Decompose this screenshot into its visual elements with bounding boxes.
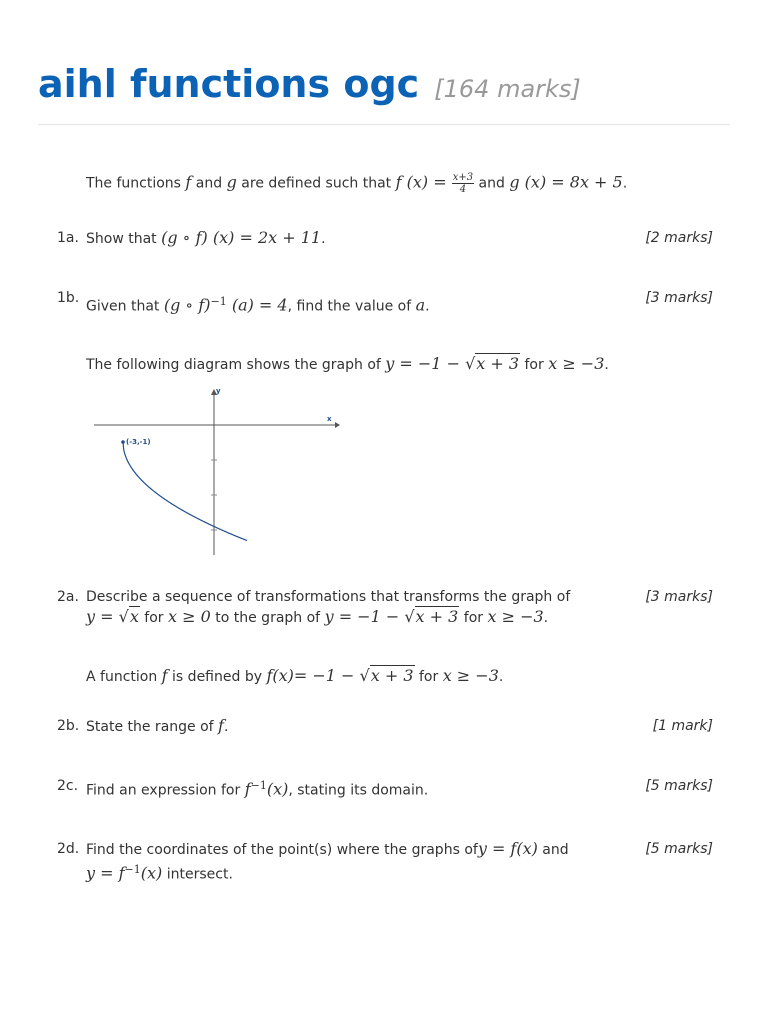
question-text: intersect.	[162, 866, 233, 883]
math-sqrt: √x + 3	[359, 666, 414, 685]
math-sqrt: √x + 3	[404, 607, 459, 626]
header-divider	[38, 124, 730, 125]
question-number-1b: 1b.	[57, 290, 80, 306]
intro-text: for	[414, 669, 443, 685]
question-number-2a: 2a.	[57, 589, 79, 605]
question-text: and	[537, 842, 569, 858]
math-sqrt: √x	[118, 607, 139, 626]
question-1a-text	[86, 228, 621, 249]
question-2b-marks: [1 mark]	[652, 718, 713, 734]
question-2d-marks: [5 marks]	[645, 841, 713, 857]
math-argument: (x)	[266, 779, 289, 799]
math-condition: x ≥ −3	[548, 354, 605, 373]
question-2b-text	[86, 716, 621, 737]
question-2d-text	[86, 839, 621, 885]
question-text: Find the coordinates of the point(s) where the graphs of	[86, 842, 478, 858]
question-text: Show that	[86, 231, 162, 247]
math-condition: x ≥ −3	[442, 666, 499, 685]
math-a: a	[415, 295, 426, 315]
question-2c-text	[86, 776, 621, 801]
question-2d-line1	[86, 839, 621, 860]
intro-text: and	[474, 175, 510, 192]
math-argument: (x)	[140, 863, 163, 883]
question-number-2c: 2c.	[57, 778, 79, 794]
question-text: Given that	[86, 298, 164, 315]
intro-functions-definition	[86, 172, 627, 195]
math-f-of-x: f (x) =	[395, 172, 452, 192]
intro-text: for	[520, 357, 549, 373]
sqrt-argument: x + 3	[370, 666, 414, 685]
math-sqrt: √x + 3	[465, 354, 520, 373]
start-point	[121, 440, 125, 444]
intro-text: The following diagram shows the graph of	[86, 357, 386, 373]
math-equation: y = f	[86, 863, 125, 883]
math-equation: y = −1 −	[324, 607, 405, 626]
intro-graph-description	[86, 354, 609, 375]
math-equation: y = −1 −	[385, 354, 466, 373]
sqrt-argument: x + 3	[476, 354, 520, 373]
math-equation: y =	[86, 607, 119, 626]
question-2a-line2	[86, 607, 621, 628]
math-f: f	[244, 779, 251, 799]
question-number-1a: 1a.	[57, 230, 79, 246]
math-composite: (g ∘ f) (x) = 2x + 11	[161, 228, 322, 247]
intro-function-definition	[86, 666, 503, 687]
x-axis-label: x	[327, 415, 332, 423]
sqrt-argument: x	[129, 607, 139, 626]
fraction-numerator: x+3	[452, 172, 474, 183]
math-g: g	[226, 172, 237, 192]
question-text: Find an expression for	[86, 782, 245, 799]
question-text: Describe a sequence of transformations that transforms the graph of	[86, 589, 571, 605]
math-g-definition: g (x) = 8x + 5	[509, 172, 623, 192]
fraction-denominator: 4	[459, 184, 467, 195]
math-superscript: −1	[210, 295, 227, 308]
intro-text: .	[604, 357, 609, 373]
y-axis-label: y	[216, 387, 221, 395]
question-text: .	[223, 719, 229, 735]
question-2a-text	[86, 587, 621, 628]
intro-text: .	[622, 175, 628, 192]
math-condition: x ≥ −3	[487, 607, 544, 626]
question-number-2b: 2b.	[57, 718, 80, 734]
question-text: State the range of	[86, 719, 219, 735]
intro-text: A function	[86, 669, 162, 685]
math-superscript: −1	[124, 863, 141, 876]
intro-text: and	[191, 175, 227, 192]
intro-text: The functions	[86, 175, 186, 192]
question-number-2d: 2d.	[57, 841, 80, 857]
page-title: aihl functions ogc	[38, 62, 420, 106]
math-fraction	[452, 172, 474, 195]
math-equation: f(x)= −1 −	[266, 666, 360, 685]
math-equation: y = f(x)	[477, 839, 538, 858]
x-axis-arrow	[335, 422, 340, 428]
question-2a-marks: [3 marks]	[645, 589, 713, 605]
question-text: .	[321, 231, 326, 247]
question-1b-marks: [3 marks]	[645, 290, 713, 306]
intro-text: are defined such that	[236, 175, 396, 192]
question-1a-marks: [2 marks]	[645, 230, 713, 246]
question-text: , find the value of	[287, 298, 416, 315]
math-composite: (g ∘ f)	[163, 295, 211, 315]
sqrt-argument: x + 3	[415, 607, 459, 626]
question-text: , stating its domain.	[288, 782, 429, 799]
question-text: for	[139, 610, 169, 626]
math-f: f	[185, 172, 192, 192]
question-2c-marks: [5 marks]	[645, 778, 713, 794]
page-header	[38, 62, 581, 106]
math-condition: x ≥ 0	[168, 607, 211, 626]
question-text: .	[425, 298, 430, 315]
math-f: f	[218, 716, 224, 735]
intro-text: is defined by	[167, 669, 267, 685]
question-2d-line2	[86, 860, 621, 885]
curve-line	[123, 442, 247, 541]
total-marks: [164 marks]	[434, 75, 581, 103]
question-text: to the graph of	[210, 610, 325, 626]
math-superscript: −1	[250, 779, 267, 792]
function-graph	[90, 385, 350, 565]
intro-text: .	[498, 669, 504, 685]
math-f: f	[161, 666, 168, 685]
question-text: for	[459, 610, 488, 626]
math-equation: (a) = 4	[226, 295, 288, 315]
question-1b-text	[86, 292, 621, 317]
question-text: .	[543, 610, 549, 626]
point-label: (-3,-1)	[126, 438, 151, 446]
